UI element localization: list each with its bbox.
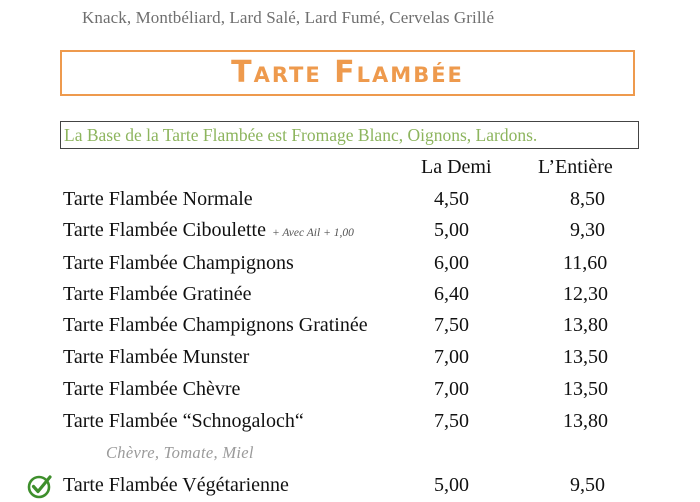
price-demi: 7,00 <box>434 346 469 368</box>
price-entiere: 13,50 <box>563 346 608 368</box>
title-box <box>60 50 635 96</box>
price-entiere: 13,80 <box>563 410 608 432</box>
menu-row-vegetarienne <box>0 474 700 502</box>
item-name: Tarte Flambée Gratinée <box>63 283 252 305</box>
base-note-box <box>60 121 639 149</box>
column-header-demi: La Demi <box>421 156 492 178</box>
meat-options-line: Knack, Montbéliard, Lard Salé, Lard Fumé, Cervelas Grillé <box>82 8 495 27</box>
garlic-option-note: + Avec Ail + 1,00 <box>271 227 354 239</box>
item-name: Tarte Flambée Végétarienne <box>63 474 289 496</box>
menu-row-champignons-gratinee <box>0 314 700 342</box>
price-entiere: 11,60 <box>563 252 608 274</box>
menu-row-munster <box>0 346 700 374</box>
menu-row-chevre <box>0 378 700 406</box>
price-demi: 7,00 <box>434 378 469 400</box>
item-name: Tarte Flambée Normale <box>63 188 253 210</box>
menu-row-normale <box>0 188 700 216</box>
menu-row-gratinee <box>0 283 700 311</box>
price-demi: 7,50 <box>434 314 469 336</box>
price-demi: 4,50 <box>434 188 469 210</box>
price-entiere: 9,30 <box>570 219 605 241</box>
menu-row-ciboulette <box>0 219 700 247</box>
menu-row-champignons <box>0 252 700 280</box>
column-header-entiere: L’Entière <box>538 156 613 178</box>
menu-row-schnogaloch <box>0 410 700 438</box>
price-demi: 5,00 <box>434 474 469 496</box>
price-demi: 6,40 <box>434 283 469 305</box>
price-demi: 7,50 <box>434 410 469 432</box>
price-demi: 5,00 <box>434 219 469 241</box>
item-name: Tarte Flambée Champignons Gratinée <box>63 314 368 336</box>
price-entiere: 12,30 <box>563 283 608 305</box>
page-title: Tarte Flambée <box>231 55 464 90</box>
item-name: Tarte Flambée “Schnogaloch“ <box>63 410 304 432</box>
price-entiere: 9,50 <box>570 474 605 496</box>
item-name: Tarte Flambée Ciboulette <box>63 219 266 241</box>
price-entiere: 13,80 <box>563 314 608 336</box>
item-name: Tarte Flambée Champignons <box>63 252 294 274</box>
base-note: La Base de la Tarte Flambée est Fromage Blanc, Oignons, Lardons. <box>64 124 538 145</box>
item-name: Tarte Flambée Munster <box>63 346 250 368</box>
schnogaloch-ingredients: Chèvre, Tomate, Miel <box>106 443 254 462</box>
price-entiere: 8,50 <box>570 188 605 210</box>
price-demi: 6,00 <box>434 252 469 274</box>
item-name: Tarte Flambée Chèvre <box>63 378 241 400</box>
price-entiere: 13,50 <box>563 378 608 400</box>
